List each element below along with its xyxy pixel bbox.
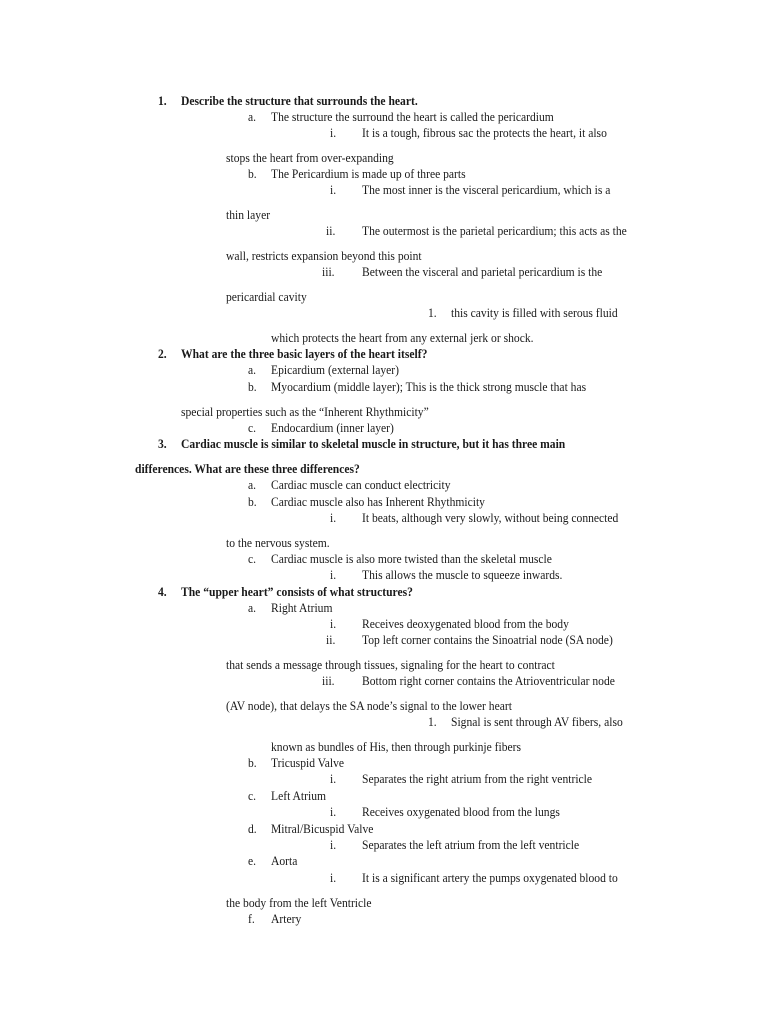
list-marker: 1. (428, 306, 437, 320)
list-item: Endocardium (inner layer) (271, 421, 394, 435)
list-item: It is a tough, fibrous sac the protects the heart, it also (362, 126, 607, 140)
question-1: Describe the structure that surrounds the heart. (181, 94, 418, 108)
list-marker: ii. (326, 224, 336, 238)
list-marker: 1. (158, 94, 167, 108)
list-item: The structure the surround the heart is called the pericardium (271, 110, 554, 124)
list-item: Separates the right atrium from the right ventricle (362, 772, 593, 786)
list-marker: i. (330, 511, 337, 525)
list-item: Myocardium (middle layer); This is the thick strong muscle that has (271, 380, 587, 394)
list-item: The Pericardium is made up of three parts (271, 167, 466, 181)
list-marker: i. (330, 568, 337, 582)
list-item: Cardiac muscle can conduct electricity (271, 478, 451, 492)
list-item: Mitral/Bicuspid Valve (271, 822, 374, 836)
list-item: Tricuspid Valve (271, 756, 345, 770)
list-item: Cardiac muscle is also more twisted than the skeletal muscle (271, 552, 552, 566)
list-item: Top left corner contains the Sinoatrial node (SA node) (362, 633, 613, 647)
list-marker: ii. (326, 633, 336, 647)
list-marker: c. (248, 421, 257, 435)
continuation-text: which protects the heart from any external jerk or shock. (271, 331, 534, 345)
list-marker: i. (330, 126, 337, 140)
list-marker: b. (248, 380, 257, 394)
list-marker: c. (248, 789, 257, 803)
list-marker: b. (248, 495, 257, 509)
list-marker: f. (248, 912, 255, 926)
list-marker: iii. (322, 265, 335, 279)
list-marker: 2. (158, 347, 167, 361)
list-marker: i. (330, 772, 337, 786)
continuation-text: stops the heart from over-expanding (226, 151, 394, 165)
list-item: Artery (271, 912, 302, 926)
list-marker: 4. (158, 585, 167, 599)
list-marker: b. (248, 167, 257, 181)
list-marker: 3. (158, 437, 167, 451)
list-marker: d. (248, 822, 257, 836)
list-marker: iii. (322, 674, 335, 688)
continuation-text: wall, restricts expansion beyond this point (226, 249, 422, 263)
continuation-text: pericardial cavity (226, 290, 307, 304)
list-marker: i. (330, 183, 337, 197)
list-marker: i. (330, 838, 337, 852)
question-3-continuation: differences. What are these three differences? (135, 462, 360, 476)
list-marker: i. (330, 617, 337, 631)
list-item: Cardiac muscle also has Inherent Rhythmicity (271, 495, 485, 509)
question-2: What are the three basic layers of the heart itself? (181, 347, 428, 361)
question-3: Cardiac muscle is similar to skeletal muscle in structure, but it has three main (181, 437, 566, 451)
continuation-text: special properties such as the “Inherent Rhythmicity” (181, 405, 429, 419)
list-item: this cavity is filled with serous fluid (451, 306, 618, 320)
continuation-text: the body from the left Ventricle (226, 896, 372, 910)
list-item: Aorta (271, 854, 298, 868)
list-marker: c. (248, 552, 257, 566)
list-item: Separates the left atrium from the left ventricle (362, 838, 580, 852)
list-marker: 1. (428, 715, 437, 729)
list-item: Receives deoxygenated blood from the body (362, 617, 569, 631)
list-item: Bottom right corner contains the Atrioventricular node (362, 674, 615, 688)
list-marker: i. (330, 805, 337, 819)
list-marker: e. (248, 854, 257, 868)
list-item: It is a significant artery the pumps oxygenated blood to (362, 871, 618, 885)
continuation-text: (AV node), that delays the SA node’s signal to the lower heart (226, 699, 512, 713)
list-item: Left Atrium (271, 789, 327, 803)
list-item: Epicardium (external layer) (271, 363, 400, 377)
list-item: The most inner is the visceral pericardium, which is a (362, 183, 611, 197)
list-item: This allows the muscle to squeeze inwards. (362, 568, 563, 582)
list-item: Between the visceral and parietal pericardium is the (362, 265, 603, 279)
continuation-text: thin layer (226, 208, 271, 222)
list-marker: a. (248, 363, 257, 377)
question-4: The “upper heart” consists of what structures? (181, 585, 413, 599)
list-item: The outermost is the parietal pericardium; this acts as the (362, 224, 627, 238)
continuation-text: that sends a message through tissues, signaling for the heart to contract (226, 658, 555, 672)
list-marker: a. (248, 601, 257, 615)
list-item: Signal is sent through AV fibers, also (451, 715, 623, 729)
list-marker: b. (248, 756, 257, 770)
list-item: Right Atrium (271, 601, 333, 615)
list-item: Receives oxygenated blood from the lungs (362, 805, 560, 819)
list-marker: a. (248, 478, 257, 492)
continuation-text: known as bundles of His, then through purkinje fibers (271, 740, 522, 754)
list-marker: i. (330, 871, 337, 885)
list-marker: a. (248, 110, 257, 124)
list-item: It beats, although very slowly, without being connected (362, 511, 619, 525)
continuation-text: to the nervous system. (226, 536, 330, 550)
